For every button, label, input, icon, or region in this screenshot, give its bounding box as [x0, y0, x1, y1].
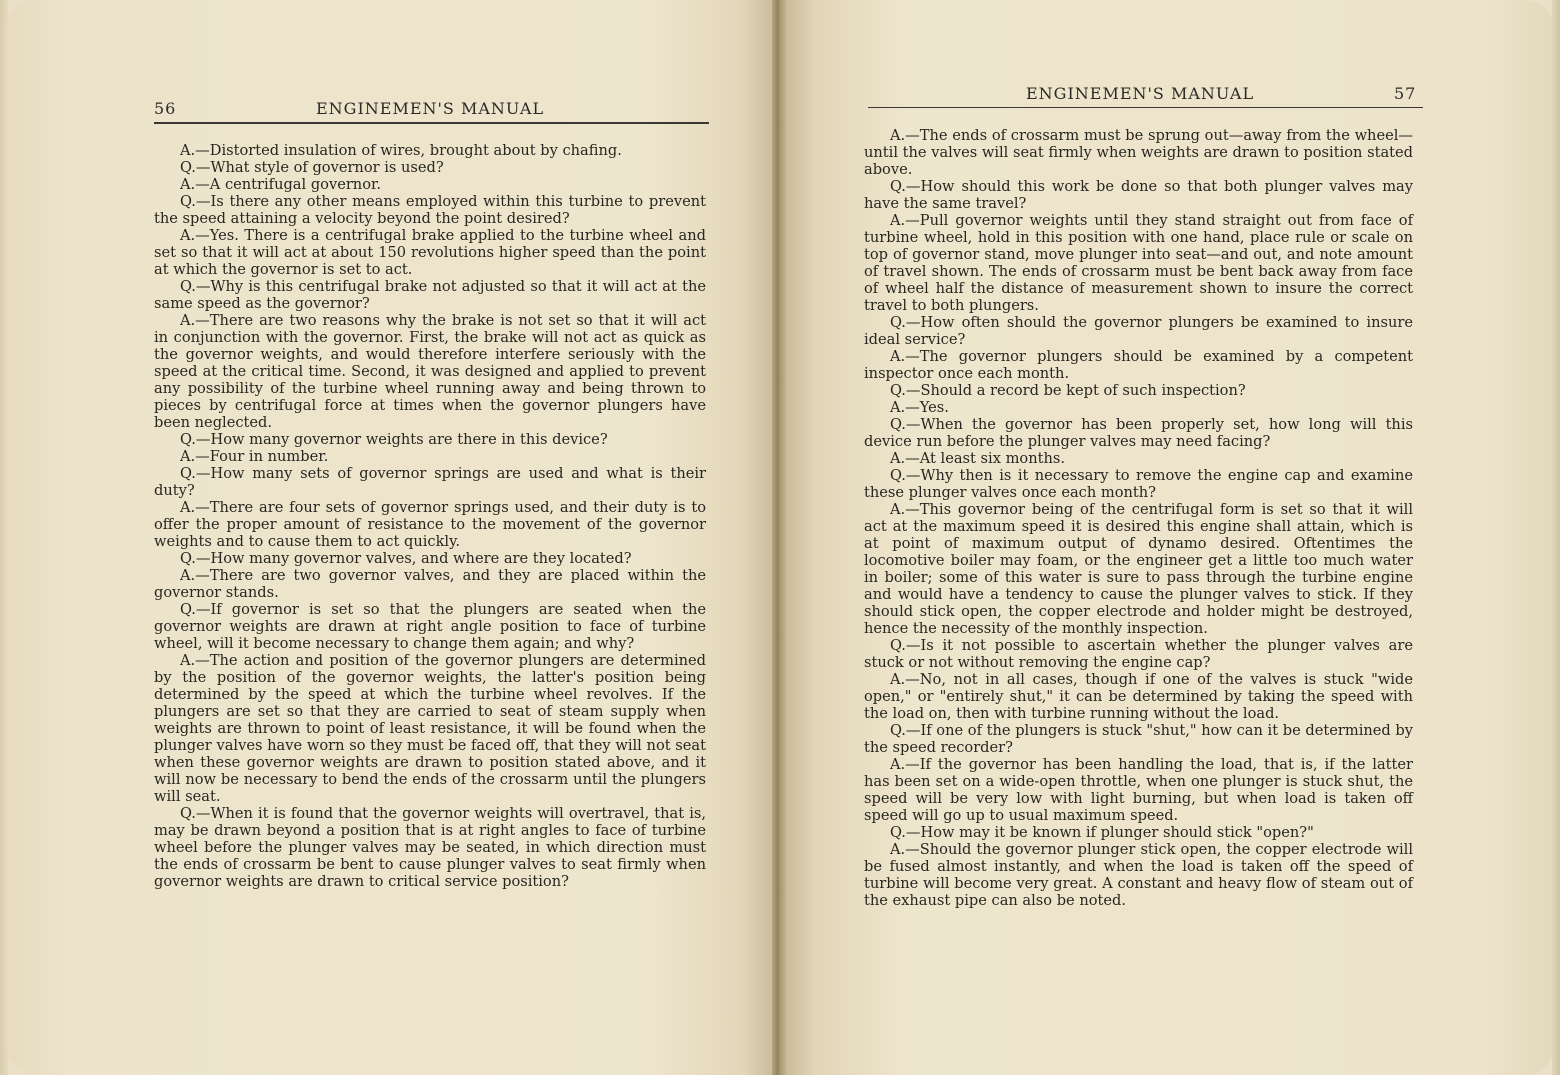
- left-page-number: 56: [154, 99, 177, 118]
- paragraph: Q.—How many governor weights are there in this device?: [180, 431, 608, 448]
- paragraph: A.—Should the governor plunger stick open, the copper electrode will be fused almost instantly, and when the load is taken off the speed of turbine will become very great. A constant and heavy flow of steam out of the exhaust pipe can also be noted.: [864, 841, 1413, 909]
- paragraph: A.—Four in number.: [180, 448, 329, 465]
- paragraph: A.—Yes. There is a centrifugal brake applied to the turbine wheel and set so that it will act at about 150 revolutions higher speed than the point at which the governor is set to act.: [154, 227, 706, 278]
- paragraph: Q.—When it is found that the governor weights will overtravel, that is, may be drawn beyond a position that is at right angles to face of turbine wheel before the plunger valves may be seated, in which direction must the ends of crossarm be bent to cause plunger valves to seat firmly when governor weights are drawn to critical service position?: [154, 805, 706, 890]
- left-header-rule: [154, 122, 709, 124]
- right-running-head: ENGINEMEN'S MANUAL: [1026, 84, 1255, 103]
- paragraph: A.—Pull governor weights until they stand straight out from face of turbine wheel, hold in this position with one hand, place rule or scale on top of governor stand, move plunger into seat—and out, and note amount of travel shown. The ends of crossarm must be bent back away from face of wheel half the distance of measurement shown to insure the correct travel to both plungers.: [864, 212, 1413, 314]
- paragraph: A.—There are four sets of governor springs used, and their duty is to offer the proper amount of resistance to the movement of the governor weights and to cause them to act quickly.: [154, 499, 706, 550]
- paragraph: Q.—If one of the plungers is stuck "shut," how can it be determined by the speed recorder?: [864, 722, 1413, 756]
- paragraph: A.—There are two governor valves, and they are placed within the governor stands.: [154, 567, 706, 601]
- paragraph: Q.—When the governor has been properly set, how long will this device run before the plunger valves may need facing?: [864, 416, 1413, 450]
- right-page-body: [864, 127, 1413, 909]
- paragraph: A.—Distorted insulation of wires, brought about by chafing.: [180, 142, 622, 159]
- paragraph: Q.—Is there any other means employed within this turbine to prevent the speed attaining a velocity beyond the point desired?: [154, 193, 706, 227]
- left-page-body: [154, 142, 706, 890]
- paragraph: Q.—How many governor valves, and where are they located?: [180, 550, 632, 567]
- paragraph: A.—The action and position of the governor plungers are determined by the position of the governor weights, the latter's position being determined by the speed at which the turbine wheel revolves. If the plungers are set so that they are carried to seat of steam supply when weights are thrown to point of least resistance, it will be found when the plunger valves have worn so they must be faced off, that they will not seat when these governor weights are drawn to position stated above, and it will now be necessary to bend the ends of the crossarm until the plungers will seat.: [154, 652, 706, 805]
- paragraph: Q.—How often should the governor plungers be examined to insure ideal service?: [864, 314, 1413, 348]
- right-book-edge: [1552, 0, 1560, 1075]
- paragraph: Q.—How many sets of governor springs are used and what is their duty?: [154, 465, 706, 499]
- book-gutter: [772, 0, 786, 1075]
- paragraph: A.—No, not in all cases, though if one of the valves is stuck "wide open," or "entirely shut," it can be determined by taking the speed with the load on, then with turbine running without the load.: [864, 671, 1413, 722]
- right-page-number: 57: [1394, 84, 1417, 103]
- left-running-head: ENGINEMEN'S MANUAL: [316, 99, 545, 118]
- paragraph: A.—There are two reasons why the brake is not set so that it will act in conjunction with the governor. First, the brake will not act as quick as the governor weights, and would therefore interfere seriously with the speed at the critical time. Second, it was designed and applied to prevent any possibility of the turbine wheel running away and being thrown to pieces by centrifugal force at times when the governor plungers have been neglected.: [154, 312, 706, 431]
- paragraph: Q.—How should this work be done so that both plunger valves may have the same travel?: [864, 178, 1413, 212]
- paragraph: A.—At least six months.: [890, 450, 1065, 467]
- left-page: [6, 0, 772, 1075]
- right-page: [786, 0, 1554, 1075]
- paragraph: Q.—Why then is it necessary to remove the engine cap and examine these plunger valves once each month?: [864, 467, 1413, 501]
- paragraph: A.—This governor being of the centrifugal form is set so that it will act at the maximum speed it is desired this engine shall attain, which is at point of maximum output of dynamo desired. Oftentimes the locomotive boiler may foam, or the engineer get a little too much water in boiler; some of this water is sure to pass through the turbine engine and would have a tendency to cause the plunger valves to stick. If they should stick open, the copper electrode and holder might be destroyed, hence the necessity of the monthly inspection.: [864, 501, 1413, 637]
- paragraph: Q.—Why is this centrifugal brake not adjusted so that it will act at the same speed as the governor?: [154, 278, 706, 312]
- paragraph: Q.—If governor is set so that the plungers are seated when the governor weights are drawn at right angle position to face of turbine wheel, will it become necessary to change them again; and why?: [154, 601, 706, 652]
- paragraph: A.—A centrifugal governor.: [180, 176, 381, 193]
- paragraph: A.—The ends of crossarm must be sprung out—away from the wheel—until the valves will seat firmly when weights are drawn to position stated above.: [864, 127, 1413, 178]
- paragraph: Q.—Is it not possible to ascertain whether the plunger valves are stuck or not without removing the engine cap?: [864, 637, 1413, 671]
- paragraph: Q.—What style of governor is used?: [180, 159, 444, 176]
- paragraph: Q.—Should a record be kept of such inspection?: [890, 382, 1246, 399]
- paragraph: A.—Yes.: [890, 399, 949, 416]
- paragraph: A.—If the governor has been handling the load, that is, if the latter has been set on a wide-open throttle, when one plunger is stuck shut, the speed will be very low with light burning, but when load is taken off speed will go up to usual maximum speed.: [864, 756, 1413, 824]
- right-header-rule: [868, 107, 1423, 108]
- paragraph: Q.—How may it be known if plunger should stick "open?": [890, 824, 1314, 841]
- paragraph: A.—The governor plungers should be examined by a competent inspector once each month.: [864, 348, 1413, 382]
